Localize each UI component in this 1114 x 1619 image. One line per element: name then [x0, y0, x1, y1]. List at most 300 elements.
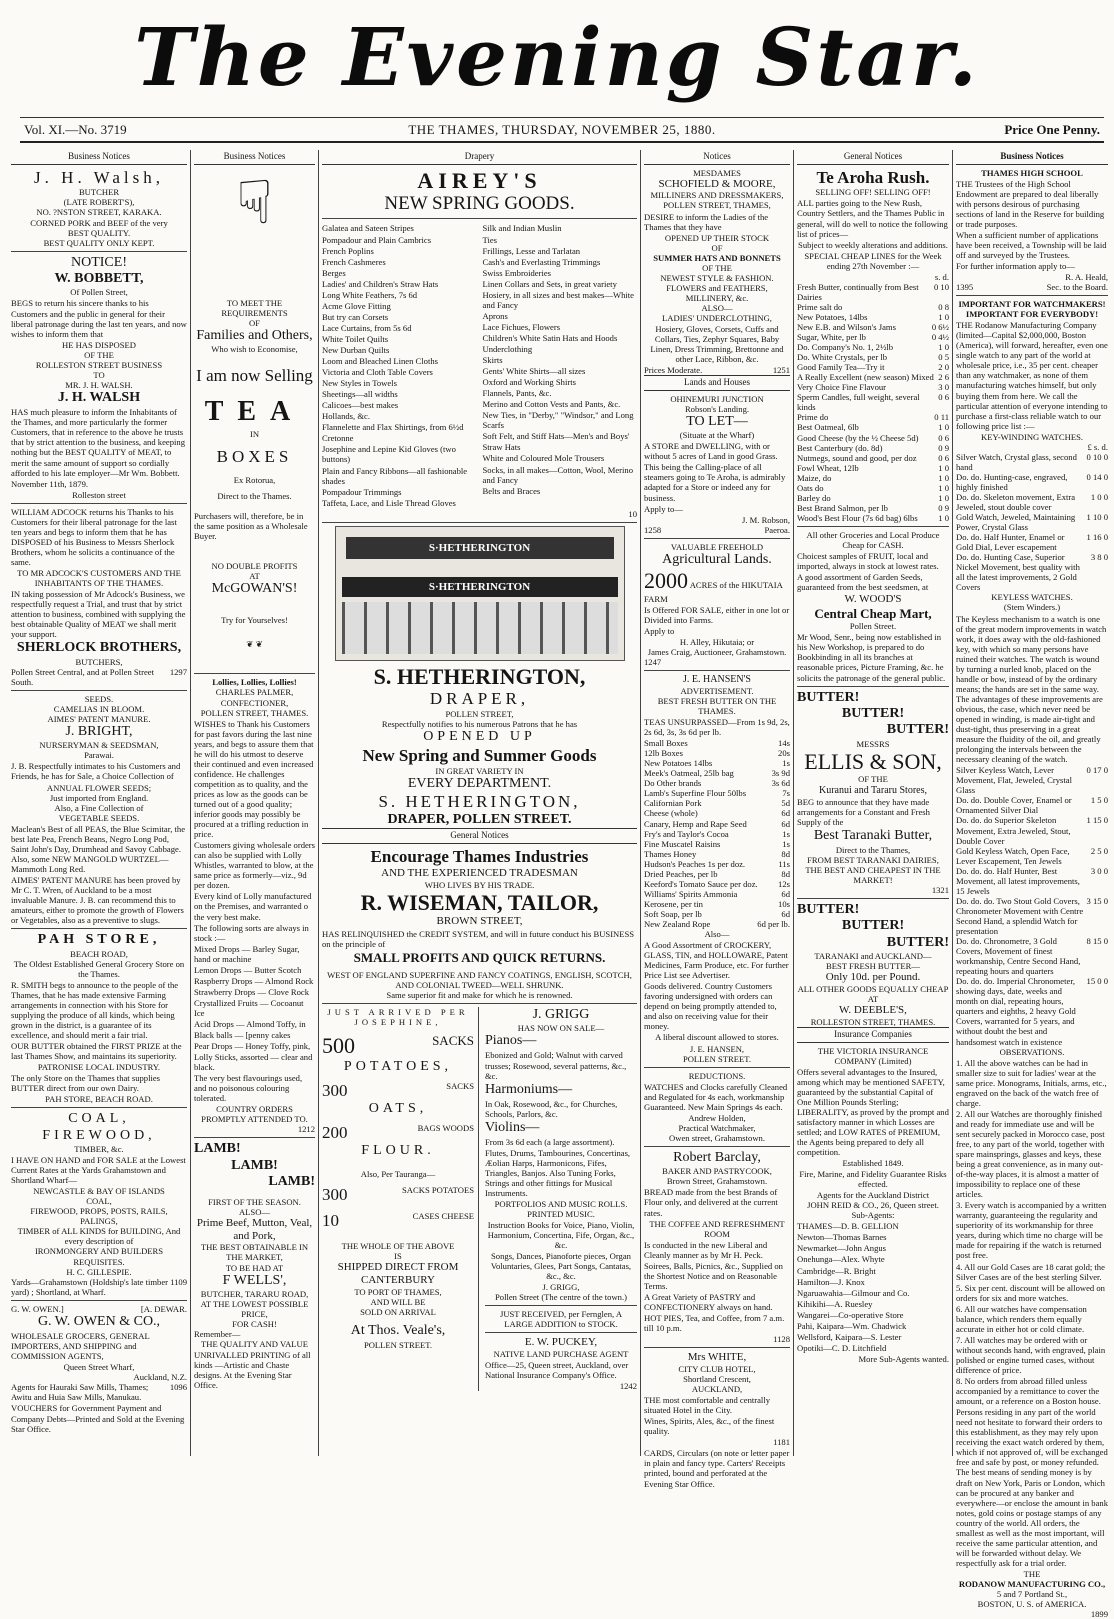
text: Auckland, N.Z.: [133, 1372, 187, 1383]
text: ALL parties going to the New Rush, Country Settlers, and the Thames Public in general, will do well to notice the following list of prices—: [797, 198, 948, 239]
list-item: Pahi, Kaipara—Wm. Chadwick: [797, 1320, 907, 1331]
text: Prices Moderate.: [644, 365, 703, 376]
item-name: New Potatoes 14lbs: [644, 758, 713, 769]
list-item: Soft Felt, and Stiff Hats—Men's and Boys': [482, 431, 630, 442]
text: WEST OF ENGLAND SUPERFINE AND FANCY COATINGS, ENGLISH, SCOTCH, AND COLONIAL TWEED—WELL SHRUNK.: [327, 969, 632, 990]
text: COAL,: [86, 1196, 112, 1207]
text: ROLLESTON STREET, THAMES.: [810, 1016, 936, 1027]
column-5: [794, 150, 952, 1456]
text: TO MEET THE REQUIREMENTS: [221, 297, 288, 318]
item-price: 1 0: [938, 482, 949, 493]
text: ADVERTISEMENT.: [680, 685, 754, 696]
item-name: Barley do: [797, 492, 831, 503]
list-item: French Poplins: [322, 245, 374, 256]
text: (LATE ROBERT'S),: [63, 197, 135, 208]
list-item: White and Coloured Mole Trousers: [482, 453, 605, 464]
item-price: 0 8: [938, 301, 949, 312]
list-item: Berges: [322, 267, 346, 278]
text: ANNUAL FLOWER SEEDS;: [46, 782, 152, 793]
text: VOUCHERS for Government Payment and Company Debts—Printed and Sold at the Evening Star Office.: [11, 1403, 185, 1434]
text: The following sorts are always in stock :—: [194, 922, 309, 943]
item-name: Silver Keyless Watch, Lever Movement, Flat, Jeweled, Crystal Glass: [956, 765, 1072, 796]
item-price: 1 5 0: [1090, 795, 1108, 806]
item-name: Williams' Spirits Ammonia: [644, 888, 738, 899]
text: 4. All our Gold Cases are 18 carat gold; the Silver Cases are of the best sterling Silver.: [956, 1261, 1105, 1282]
item-name: Keeford's Tomato Sauce per doz.: [644, 878, 758, 889]
list-item: Belts and Braces: [482, 485, 541, 496]
item-price: 1 15 0: [1086, 815, 1108, 826]
text: OBSERVATIONS.: [999, 1046, 1065, 1057]
text: Is Offered FOR SALE, either in one lot or Divided into Farms.: [644, 604, 790, 625]
text: POLLEN STREET,: [445, 709, 514, 720]
text: POLLEN STREET.: [363, 1339, 433, 1350]
item-price: 8d: [781, 848, 790, 859]
text: BUTCHERS,: [75, 656, 123, 667]
list-item: Wangarei—Co-operative Store: [797, 1309, 904, 1320]
text: IS: [394, 1251, 402, 1262]
price-row: [644, 889, 790, 899]
ad-number: 1242: [619, 1381, 637, 1392]
item-price: 1 0: [938, 492, 949, 503]
text: S. HETHERINGTON,: [378, 792, 581, 812]
text: Agricultural Lands.: [662, 551, 772, 567]
text: PALINGS,: [80, 1216, 118, 1227]
text: [A. DEWAR.: [140, 1303, 187, 1314]
ad-number: 1212: [297, 1124, 315, 1135]
section-heading: General Notices: [322, 828, 637, 844]
list-item: Straw Hats: [482, 442, 521, 453]
bottom-ads: [322, 1007, 637, 1392]
list-item: Wellsford, Kaipara—S. Lester: [797, 1331, 902, 1342]
ad-number: 1247: [644, 657, 662, 668]
text: Mrs WHITE,: [687, 1351, 747, 1364]
text: Prime Beef, Mutton, Veal, and Pork,: [196, 1216, 313, 1242]
list-item: Skirts: [482, 355, 503, 366]
dateline: [20, 117, 1104, 143]
price-row: [956, 472, 1108, 492]
item-price: 0 6: [938, 432, 949, 443]
item-price: 0 9: [938, 442, 949, 453]
masthead-title: The Evening Star.: [134, 10, 980, 104]
text: ACRES of the HIKUTAIA FARM: [644, 580, 783, 604]
list-item: THAMES—D. B. GELLION: [797, 1221, 899, 1232]
text: Just imported from England.: [49, 792, 149, 803]
item-price: 12s: [778, 878, 790, 889]
price-row: [644, 758, 790, 768]
text: H. C. GILLESPIE.: [66, 1266, 132, 1277]
item-price: 0 9: [938, 502, 949, 513]
list-item: Kihikihi—A. Ruesley: [797, 1298, 873, 1309]
text: From 3s 6d each (a large assortment). Flutes, Drums, Tambourines, Concertinas, Æolian Harps, Harmonicons, Fifes, Triangles, Banjos. Also Tuning Forks, Strings and other fittings for Musical Instruments.: [485, 1137, 631, 1198]
text: NO. ?NSTON STREET, KARAKA.: [36, 207, 162, 218]
item-name: New E.B. and Wilson's Jams: [797, 322, 896, 332]
text: 2. All our Watches are thoroughly finished and ready for immediate use and will be sent securely packed in Morocco case, post free, to any part of the world, together with spare mainsprings, glasses and keys, these being a great convenience, as in many out-of-the-way places, it is almost a matter of impossibility to replace one of these articles.: [956, 1108, 1105, 1200]
text: CORNED PORK and BEEF of the very: [30, 217, 168, 228]
text: IRONMONGERY AND BUILDERS REQUISITES.: [34, 1246, 164, 1267]
item-name: Sugar, White, per lb: [797, 332, 866, 343]
list-item: Merino and Cotton Vests and Pants, &c.: [482, 399, 621, 410]
item-name: Canary, Hemp and Rape Seed: [644, 818, 747, 829]
price: Price One Penny.: [1004, 122, 1100, 137]
item-price: 6d: [781, 908, 790, 919]
text: Only 10d. per Pound.: [825, 971, 921, 984]
text: James Craig, Auctioneer, Grahamstown.: [647, 647, 787, 658]
text: ALSO—: [701, 302, 733, 313]
column-3: [319, 150, 640, 1456]
price-row: [797, 443, 949, 453]
text: F WELLS',: [222, 1272, 287, 1288]
text: TO LET—: [686, 413, 748, 429]
bright-heading: J. BRIGHT,: [65, 723, 133, 739]
text: McGOWAN'S!: [211, 580, 298, 596]
text: CHARLES PALMER,: [215, 687, 294, 698]
text: NEW SPRING GOODS.: [384, 193, 575, 215]
text: IN: [249, 428, 260, 439]
text: POLLEN STREET, THAMES.: [200, 707, 309, 718]
list-item: Black balls — [penny cakes: [194, 1030, 291, 1041]
text: NEWEST STYLE & FASHION.: [660, 272, 774, 283]
item-price: 0 10 0: [1086, 451, 1108, 462]
text: SCHOFIELD & MOORE,: [658, 177, 776, 190]
item-price: 8d: [781, 868, 790, 879]
price-row: [797, 362, 949, 372]
item-price: 1 16 0: [1086, 532, 1108, 543]
item-name: Meek's Oatmeal, 25lb bag: [644, 768, 734, 779]
item-name: Do. do. Hunting-case, engraved, highly finished: [956, 471, 1068, 492]
list-item: Loom and Bleached Linen Cloths: [322, 356, 438, 367]
price-row: [956, 866, 1108, 896]
list-item: New Ties, in "Derby," "Windsor," and Long Scarfs: [482, 410, 634, 431]
text: Pollen Street.: [849, 621, 897, 632]
item-name: New Zealand Rope: [644, 918, 711, 929]
item-price: 8 15 0: [1086, 936, 1108, 947]
text: TARANAKI and AUCKLAND—: [814, 951, 932, 962]
list-item: Opotiki—C. D. Litchfield: [797, 1342, 887, 1353]
text: Mr Wood, Senr., being now established in his New Workshop, is prepared to do Bookbinding in all its branches at reasonable prices, Picture Framing, &c. he solicits the patronage of the general public.: [797, 632, 946, 683]
text: VALUABLE FREEHOLD: [670, 541, 764, 552]
text: November 11th, 1879.: [11, 478, 89, 489]
text: OPENED UP THEIR STOCK: [664, 232, 770, 243]
list-item: Frillings, Lesse and Tarlatan: [482, 245, 581, 256]
text: BROWN STREET,: [436, 915, 523, 928]
item-name: Prime do: [797, 412, 829, 423]
section-heading: Notices: [644, 150, 790, 165]
price-row: [797, 513, 949, 523]
sub-agent-list: [797, 1221, 949, 1353]
ad-number: 1251: [772, 365, 790, 376]
text: IN GREAT VARIETY IN: [435, 765, 524, 776]
text: Instruction Books for Voice, Piano, Violin, Harmonium, Concertina, Fife, Organ, &c., &c.: [487, 1219, 635, 1250]
item-name: Do. White Crystals, per lb: [797, 352, 888, 363]
text: Fire, Marine, and Fidelity Guarantee Risks effected.: [799, 1169, 947, 1190]
text: BUTTER!: [841, 705, 905, 721]
text: 10: [322, 1211, 339, 1231]
list-item: Pompadour and Plain Cambrics: [322, 234, 432, 245]
text: NURSERYMAN & SEEDSMAN,: [39, 740, 159, 751]
list-item: Strawberry Drops — Clove Rock: [194, 986, 310, 997]
text: SOLD ON ARRIVAL: [360, 1307, 436, 1318]
item-price: 3 15 0: [1086, 895, 1108, 906]
section-heading: Business Notices: [194, 150, 315, 165]
list-item: Ties: [482, 234, 497, 245]
text: SHIPPED DIRECT FROM: [337, 1261, 459, 1274]
item-name: 12lb Boxes: [644, 748, 683, 759]
item-price: 1 0: [938, 422, 949, 433]
text: THE VICTORIA INSURANCE COMPANY (Limited): [817, 1045, 929, 1066]
price-row: [956, 552, 1108, 592]
text: H. Alley, Hikutaia; or: [679, 637, 755, 648]
text: For further information apply to—: [956, 260, 1075, 271]
price-row: [956, 896, 1108, 936]
price-row: [956, 765, 1108, 795]
list-item: Crystallized Fruits — Cocoanut Ice: [194, 997, 304, 1018]
price-row: [797, 392, 949, 412]
text: SACKS: [446, 1080, 474, 1091]
item-price: 3s 9d: [771, 768, 790, 779]
price-row: [797, 412, 949, 422]
item-name: Nutmegs, sound and good, per doz: [797, 452, 917, 463]
text: Choicest samples of FRUIT, local and imported, always in stock at lowest rates.: [797, 551, 939, 572]
text: A Good Assortment of CROCKERY, GLASS, TIN, and HOLLOWARE, Patent Medicines, Farm Produce, etc. For further Price List see Advertiser.: [644, 940, 789, 981]
item-name: Oats do: [797, 482, 824, 493]
shop-sign: S·HETHERINGTON: [342, 577, 618, 597]
text: THE WHOLE OF THE ABOVE: [341, 1241, 455, 1252]
text: 300: [322, 1080, 348, 1100]
text: OF THE: [84, 349, 114, 360]
text: CAMELIAS IN BLOOM.: [53, 703, 145, 714]
text: UNRIVALLED PRINTING of all kinds —Artistic and Chaste designs. At the Evening Star Office.: [194, 1350, 311, 1391]
text: Apply to: [644, 626, 675, 637]
list-item: Silk and Indian Muslin: [482, 223, 562, 234]
item-name: Best Brand Salmon, per lb: [797, 502, 888, 513]
text: 3. Every watch is accompanied by a written warranty, guaranteeing the regularity and superiority of its workmanship for three years, during which time no charge will be made for repairing if the watch is returned post free.: [956, 1200, 1107, 1261]
text: This being the Calling-place of all steamers going to Te Aroha, is admirably adapted for a Store or indeed any for business.: [644, 462, 786, 503]
text: Also, Per Tauranga—: [360, 1169, 436, 1180]
pah-store-heading: PAH STORE,: [37, 932, 161, 948]
price-row: [956, 492, 1108, 512]
item-price: 3s 6d: [771, 778, 790, 789]
ad-number: 1395: [956, 282, 974, 293]
text: LADIES' UNDERCLOTHING,: [662, 312, 772, 323]
text: BEACH ROAD,: [70, 948, 128, 959]
text: Wines, Spirits, Ales, &c., of the finest quality.: [644, 1416, 775, 1437]
text: DRAPER,: [429, 689, 530, 709]
ad-number: 1128: [773, 1334, 790, 1345]
text: Pianos—: [485, 1033, 537, 1049]
text: TO PORT OF THAMES,: [354, 1287, 442, 1297]
text: Who wish to Economise,: [211, 344, 298, 355]
text: Families and Others,: [196, 327, 313, 343]
item-price: 1 10 0: [1086, 512, 1108, 523]
text: FROM BEST TARANAKI DAIRIES,: [807, 854, 939, 865]
price-row: [797, 372, 949, 382]
text: Persons residing in any part of the world need not hesitate to forward their orders to this establishment, as they may rely upon receiving the exact watch ordered by them, which if not approved of, will be exchanged free and safe by post, or money refunded. The best means of sending money is by draft on New York, Paris or London, which can be procured at any banker and everywhere—or enclose the amount in bank notes, gold coins or postage stamps of any country of the world. All orders, the smallest as well as the most important, will receive the same particular attention, and will be forwarded without delay. We respectfully ask for a trial order.: [956, 1407, 1109, 1568]
text: Yards—Grahamstown (Holdship's late timber yard) ; Shortland, at Wharf.: [11, 1276, 169, 1297]
text: FLOUR.: [361, 1143, 435, 1159]
text: BUTTER!: [797, 901, 860, 917]
text: POTATOES,: [343, 1058, 453, 1074]
text: Is conducted in the new Liberal and Cleanly manner as by Mr H. Peck.: [644, 1239, 768, 1260]
text: 300: [322, 1185, 348, 1205]
price-row: [644, 768, 790, 778]
text: JUST RECEIVED, per Fernglen, A LARGE ADDITION to STOCK.: [499, 1309, 623, 1330]
list-item: Josephine and Lepine Kid Gloves (two buttons): [322, 444, 456, 465]
text: Sec. to the Board.: [1046, 282, 1108, 293]
item-name: Do Other brands: [644, 778, 702, 789]
ad-number: 10: [628, 508, 637, 519]
text: Harmoniums—: [485, 1081, 573, 1097]
text: AT THE LOWEST POSSIBLE PRICE,: [200, 1298, 309, 1320]
text: I HAVE ON HAND and FOR SALE at the Lowest Current Rates at the Yards Grahamstown and Shortland Wharf—: [11, 1155, 186, 1186]
price-row: [797, 493, 949, 503]
text: At Thos. Veale's,: [350, 1323, 446, 1339]
text: AUCKLAND,: [691, 1384, 743, 1395]
price-list: [956, 452, 1108, 593]
text: ROLLESTON STREET BUSINESS: [35, 359, 163, 370]
item-name: Thames Honey: [644, 848, 697, 859]
text: COUNTRY ORDERS PROMPTLY ATTENDED TO.: [201, 1104, 308, 1125]
text: Ex Rotorua,: [233, 474, 276, 485]
text: J. E. HANSEN,: [689, 1043, 745, 1054]
text: SACKS: [432, 1032, 474, 1048]
text: DRAPER, POLLEN STREET.: [387, 811, 572, 827]
text: 500: [322, 1032, 355, 1058]
section-heading: Drapery: [322, 150, 637, 165]
text: MILLINERS AND DRESSMAKERS,: [650, 190, 784, 201]
price-row: [956, 936, 1108, 976]
text: BEST QUALITY ONLY KEPT.: [43, 237, 155, 248]
text: Robson's Landing.: [684, 403, 750, 414]
item-name: Do. do. do. Two Stout Gold Covers, Chronometer Movement with Centre Second Hand, a splendid Watch for presentation: [956, 895, 1084, 936]
text: Same superior fit and make for which he is renowned.: [386, 989, 573, 1000]
text: W. DEEBLE'S,: [839, 1004, 907, 1017]
price-row: [956, 452, 1108, 472]
text: When a sufficient number of applications have been received, a Township will be laid off and surveyed by the Trustees.: [956, 229, 1107, 260]
text: HOT PIES, Tea, and Coffee, from 7 a.m. till 10 p.m.: [644, 1312, 785, 1334]
text: £ s. d.: [1087, 441, 1108, 452]
item-name: Hudson's Peaches 1s per doz.: [644, 858, 746, 869]
section-heading: General Notices: [797, 150, 949, 165]
text: OPENED UP: [423, 729, 536, 745]
text: HAS NOW ON SALE—: [517, 1023, 605, 1034]
text: Pollen Street (The centre of the town.): [495, 1292, 627, 1303]
column-4: [641, 150, 793, 1489]
price-row: [956, 846, 1108, 866]
walsh-name: J. H. Walsh,: [34, 167, 164, 187]
text: SPECIAL CHEAP LINES for the Week ending 27th November :—: [804, 250, 942, 271]
ad-number: 1096: [169, 1382, 187, 1393]
te-aroha-rush-heading: Te Aroha Rush.: [816, 167, 930, 187]
text: Subject to weekly alterations and additions.: [798, 239, 948, 250]
drapery-list: [322, 222, 637, 508]
text: (Situate at the Wharf): [679, 430, 755, 441]
text: RODANOW MANUFACTURING CO.,: [958, 1578, 1106, 1589]
item-price: 3 0: [938, 382, 949, 393]
text: TO MR ADCOCK'S CUSTOMERS AND THE INHABITANTS OF THE THAMES.: [17, 567, 181, 589]
text: PORTFOLIOS AND MUSIC ROLLS. PRINTED MUSIC.: [494, 1198, 628, 1219]
list-item: Hamilton—J. Knox: [797, 1276, 865, 1287]
item-price: 0 6: [938, 392, 949, 403]
list-item: Ladies' and Children's Straw Hats: [322, 278, 439, 289]
item-price: 5d: [781, 798, 790, 809]
text: AIMES' PATENT MANURE has been proved by Mr C. T. Wren, of Auckland to be a most invaluable Manure. J. B. can recommend this to amateurs, either to promote the growth of Flowers or Vegetables, also as a preventive to slugs.: [11, 874, 184, 926]
text: WHOLESALE GROCERS, GENERAL IMPORTERS, AND SHIPPING and COMMISSION AGENTS,: [11, 1331, 150, 1362]
text: The Oldest Established General Grocery Store on the Thames.: [13, 958, 185, 979]
text: THE Trustees of the High School Endowment are prepared to deal liberally with persons desirous of purchasing sections of land in the Reserve for building or trade purposes.: [956, 178, 1105, 229]
text: Goods delivered. Country Customers favoring undersigned with orders can depend on being promptly attended to, and also on receiving value for their money.: [644, 981, 777, 1032]
list-item: Newmarket—John Angus: [797, 1243, 887, 1254]
text: 8. No orders from abroad filled unless accompanied by a remittance to cover the amount, or a reference on a Boston house.: [956, 1376, 1101, 1407]
item-name: Maize, do: [797, 472, 832, 483]
price-row: [644, 859, 790, 869]
text: WILLIAM ADCOCK returns his Thanks to his Customers for their liberal patronage for the last ten years and begs to inform them that he has DISPOSED of his Business to Messrs Sherlock Brothers, whom he solicits a continuance of the same.: [11, 506, 177, 567]
text: A STORE and DWELLING, with or without 5 acres of Land in good Grass.: [644, 441, 778, 462]
text: Direct to the Thames,: [835, 844, 911, 855]
text: FOR CASH!: [232, 1319, 277, 1330]
text: BUTCHER: [78, 187, 120, 198]
list-item: Underclothing: [482, 343, 533, 354]
list-item: Lolly Sticks, assorted — clear and black.: [194, 1052, 313, 1073]
text: The only Store on the Thames that supplies BUTTER direct from our own Dairy.: [11, 1073, 161, 1094]
text: IMPORTANT FOR EVERYBODY!: [965, 309, 1099, 320]
text: 1. All the above watches can be had in smaller size to suit for ladies' wear at the same price. Monograms, Initials, arms, etc., engraved on the back of the watch free of charge.: [956, 1057, 1107, 1108]
text: Kuranui and Tararu Stores,: [819, 784, 927, 796]
item-price: 7s: [782, 788, 790, 799]
text: HAS RELINQUISHED the CREDIT SYSTEM, and will in future conduct his BUSINESS on the principle of: [322, 929, 635, 950]
text: 7. All watches may be ordered with or without seconds hand, with engraved, plain polished or engine turned cases, without difference of price.: [956, 1334, 1106, 1375]
item-price: 6d: [781, 808, 790, 819]
price-row: [797, 503, 949, 513]
list-item: Mixed Drops — Barley Sugar, hand or machine: [194, 943, 300, 964]
item-price: 1 0: [938, 512, 949, 523]
text: PATRONISE LOCAL INDUSTRY.: [37, 1062, 161, 1073]
item-name: Kerosene, per tin: [644, 898, 703, 909]
shop-illustration: [335, 526, 625, 661]
price-row: [797, 302, 949, 312]
item-price: 0 5: [938, 352, 949, 363]
text: SUMMER HATS AND BONNETS: [653, 252, 781, 263]
text: MESDAMES: [693, 167, 741, 178]
text: NO DOUBLE PROFITS: [211, 560, 298, 571]
text: CASES CHEESE: [412, 1211, 474, 1222]
price-row: [644, 919, 790, 929]
section-heading: Business Notices: [956, 150, 1108, 165]
text: The very best flavourings used, and no poisonous colouring tolerated.: [194, 1073, 303, 1104]
text: BEGS to return his sincere thanks to his Customers and the public in general for their liberal patronage during the last ten years, and now wishes to inform them that: [11, 298, 187, 339]
text: Rolleston street: [72, 489, 126, 500]
list-item: Acid Drops — Almond Toffy, in: [194, 1018, 306, 1029]
item-price: 1s: [782, 838, 790, 849]
text: 2000: [644, 568, 688, 594]
walsh-heading: J. H. WALSH: [57, 389, 141, 405]
place-date: THE THAMES, THURSDAY, NOVEMBER 25, 1880.: [408, 122, 716, 137]
item-price: 3 0 0: [1090, 865, 1108, 876]
section-heading: Insurance Companies: [797, 1027, 949, 1043]
text: (Stem Winders.): [1003, 602, 1061, 613]
item-name: Do. do. Chronometre, 3 Gold Covers, Movement of finest workmanship, Centre Second Hand, repeating hours and quarters: [956, 936, 1081, 977]
masthead: [0, 4, 1114, 110]
text: OATS,: [368, 1100, 428, 1116]
list-item: Cretonne: [322, 433, 354, 444]
column-6: [953, 150, 1111, 1619]
text: Sub-Agents:: [851, 1210, 895, 1221]
item-name: Do. do. do. Half Hunter, Best Movement, all latest improvements, 15 Jewels: [956, 865, 1080, 896]
item-name: Fine Muscatel Raisins: [644, 838, 721, 849]
text: s. d.: [934, 271, 949, 282]
notice-heading: NOTICE!: [71, 254, 127, 270]
item-price: 0 14 0: [1086, 471, 1108, 482]
text: New Spring and Summer Goods: [362, 745, 597, 765]
